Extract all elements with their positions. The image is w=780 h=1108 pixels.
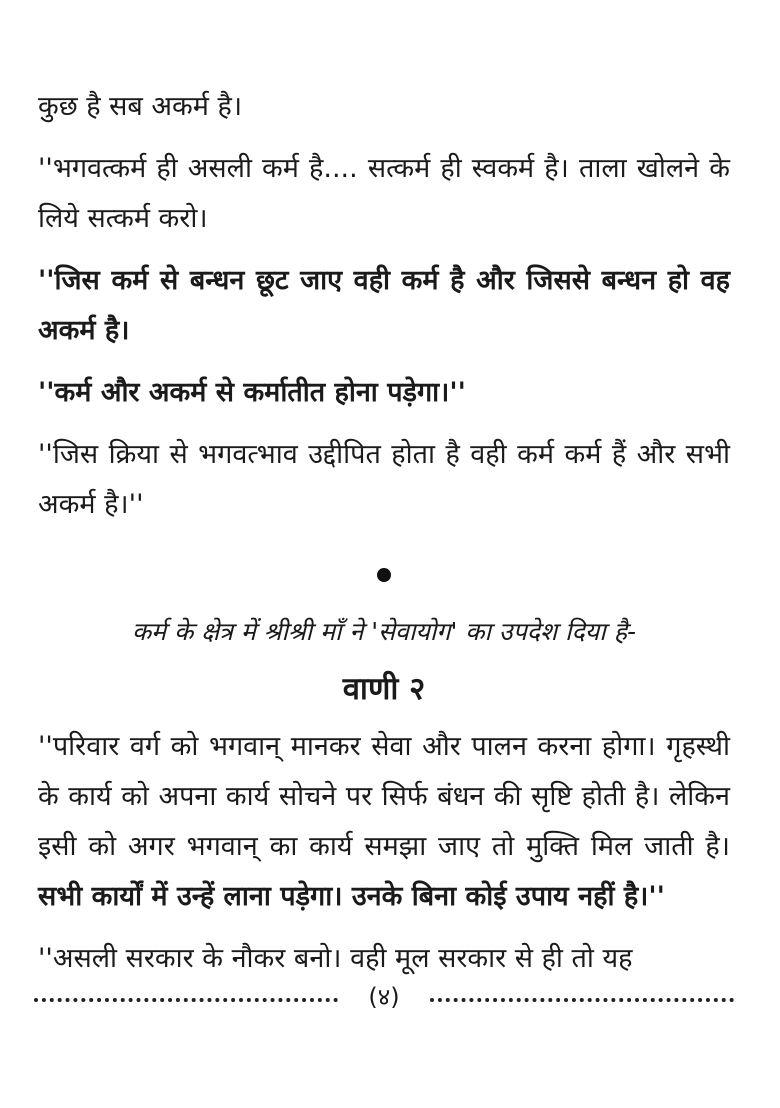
section-intro: कर्म के क्षेत्र में श्रीश्री माँ ने 'सेवायोग' का उपदेश दिया है- [131,617,637,646]
footer-dots-left [34,998,338,1002]
paragraph-2: ''भगवत्कर्म ही असली कर्म है.... सत्कर्म ही स्वकर्म है। ताला खोलने के लिये सत्कर्म करो। [38,153,730,234]
paragraph-6 [38,722,730,922]
paragraph-5: ''जिस क्रिया से भगवत्भाव उद्दीपित होता है वही कर्म कर्म हैं और सभी अकर्म है।'' [38,439,730,520]
paragraph-4-bold: ''कर्म और अकर्म से कर्मातीत होना पड़ेगा।'' [38,377,466,408]
page-footer [34,980,734,1013]
footer-dots-right [430,998,734,1002]
paragraph-7: ''असली सरकार के नौकर बनो। वही मूल सरकार से ही तो यह [38,943,633,974]
paragraph-1: कुछ है सब अकर्म है। [38,91,243,122]
section-heading: वाणी २ [342,671,426,707]
section-bullet-icon [377,568,391,582]
paragraph-6-bold: सभी कार्यों में उन्हें लाना पड़ेगा। उनके बिना कोई उपाय नहीं है।'' [38,881,665,912]
paragraph-6-normal: ''परिवार वर्ग को भगवान् मानकर सेवा और पालन करना होगा। गृहस्थी के कार्य को अपना कार्य सोचने पर सिर्फ बंधन की सृष्टि होती है। लेकिन इसी को अगर भगवान् का कार्य समझा जाए तो मुक्ति मिल जाती है। [38,731,730,862]
page-body [38,82,730,996]
paragraph-3-bold: ''जिस कर्म से बन्धन छूट जाए वही कर्म है और जिससे बन्धन हो वह अकर्म है। [38,265,730,346]
page-number: (४) [368,983,400,1011]
